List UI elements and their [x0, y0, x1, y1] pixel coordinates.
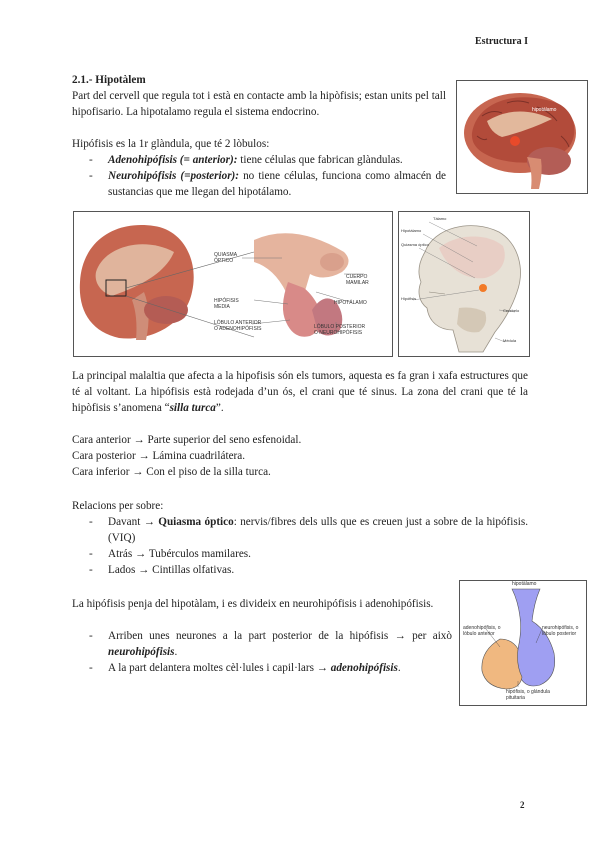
- list-item: - A la part delantera moltes cèl·lules i capil·lars → adenohipófisis.: [72, 660, 452, 676]
- lobulo-anterior-label: LÓBULO ANTERIOR O ADENOHIPÓFISIS: [214, 320, 262, 332]
- brain-sagittal-illustration: [457, 81, 587, 193]
- list-item: - Arriben unes neurones a la part posterior de la hipófisis → per això neurohipófisis.: [72, 628, 452, 660]
- relacions-list: [72, 514, 528, 578]
- medula-label: Médula: [503, 338, 517, 343]
- skull-figure: [398, 211, 530, 357]
- paragraph-hipofisis: Hipófisis es la 1r glàndula, que té 2 lòbulos:: [72, 138, 270, 150]
- list-item: - Neurohipófisis (=posterior): no tiene células, funciona como almacén de sustancias que me llegan del hipotálamo.: [72, 168, 446, 200]
- hipofisis-label-3: Hipófisis: [401, 296, 417, 301]
- talamo-label: Tálamo: [433, 216, 447, 221]
- divisio-list: [72, 628, 452, 676]
- hipotalamo-label-3: Hipotálamo: [401, 228, 422, 233]
- hipotalamo-top-label: hipotàlamo: [512, 581, 537, 587]
- list-item: - Adenohipófisis (= anterior): tiene células que fabrican glàndulas.: [72, 152, 446, 168]
- paragraph-malaltia: La principal malaltia que afecta a la hipofisis són els tumors, aquesta es fa gran i xafa estructures que té al voltant. La hipófisis està rodejada d’un ós, el crani que té sinus. La zona del crani que té la hipòfisis s’anomena “silla turca”.: [72, 370, 528, 414]
- section-title: 2.1.- Hipotàlem: [72, 74, 146, 86]
- pituitary-diagram-figure: [459, 580, 587, 706]
- neurohipofisis-label: neurohipófisis, o lóbulo posterior: [542, 625, 579, 637]
- cara-inferior: Cara inferior → Con el piso de la silla turca.: [72, 466, 271, 478]
- quiasma-label-3: Quiasma óptico: [401, 242, 429, 247]
- pituitary-figure: [73, 211, 393, 357]
- paragraph-divisio: La hipófisis penja del hipotàlam, i es divideix en neurohipófisis i adenohipófisis.: [72, 598, 434, 610]
- cara-posterior: Cara posterior → Lámina cuadrilátera.: [72, 450, 246, 462]
- brain-sagittal-figure: [456, 80, 588, 194]
- hipotalamo-label: hipotálamo: [532, 107, 557, 113]
- pituitary-diagram: [460, 581, 586, 705]
- paragraph-hipotalem: Part del cervell que regula tot i està en contacte amb la hipòfisis; estan units pel tall hipofisario. La hipotalamo regula el sistema endocrino.: [72, 90, 446, 118]
- hipofisis-bottom-label: hipófisis, o glándula pituitaria: [506, 689, 550, 701]
- hipotalamo-label-2: HIPOTÁLAMO: [334, 300, 367, 306]
- lobulos-list: [72, 152, 446, 200]
- paragraph-relacions: Relacions per sobre:: [72, 500, 164, 512]
- list-item: - Atrás → Tubérculos mamilares.: [72, 546, 528, 562]
- quiasma-label: QUIASMA ÓPTICO: [214, 252, 238, 264]
- cara-anterior: Cara anterior → Parte superior del seno esfenoidal.: [72, 434, 302, 446]
- list-item: - Davant → Quiasma óptico: nervis/fibres dels ulls que es creuen just a sobre de la hipófisis. (VIQ): [72, 514, 528, 546]
- page-number: 2: [520, 800, 525, 810]
- list-item: - Lados → Cintillas olfativas.: [72, 562, 528, 578]
- page-header: Estructura I: [474, 36, 528, 47]
- lobulo-posterior-label: LÓBULO POSTERIOR O NEUROHIPÓFISIS: [314, 324, 366, 336]
- cerebelo-label: Cerebelo: [503, 308, 520, 313]
- hipofisis-media-label: HIPÓFISIS MEDIA: [214, 298, 239, 310]
- adenohipofisis-label: adenohipófisis, o lóbulo anterior: [463, 625, 501, 637]
- cuerpo-mamilar-label: CUERPO MAMILAR: [346, 274, 369, 286]
- caras-block: [72, 432, 528, 480]
